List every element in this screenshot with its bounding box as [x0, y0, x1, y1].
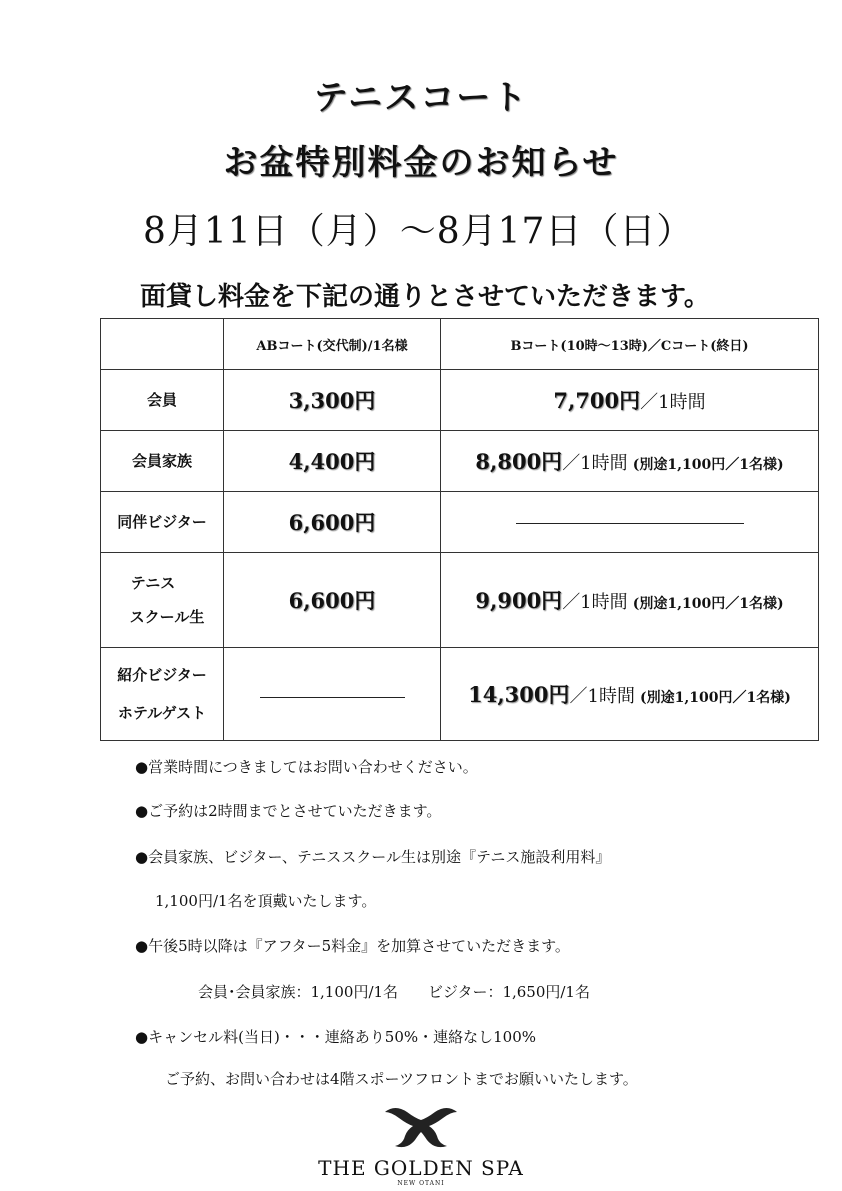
logo	[0, 1106, 842, 1187]
bc-unit: ／1時間	[640, 392, 706, 413]
bc-price-cell	[441, 370, 819, 431]
table-row	[101, 431, 819, 492]
logo-name: THE GOLDEN SPA	[318, 1156, 524, 1180]
note-facility: ●会員家族、ビジター、テニススクール生は別途『テニス施設利用料』	[135, 848, 611, 866]
header-empty-cell	[101, 319, 224, 370]
note-facility-fee: 1,100円/1名を頂戴いたします。	[155, 892, 377, 910]
note-limit: ●ご予約は2時間までとさせていただきます。	[135, 802, 442, 820]
ab-price: 6,600円	[224, 553, 441, 648]
not-available-line	[260, 697, 405, 698]
ab-price: 4,400円	[224, 431, 441, 492]
bc-unit: ／1時間	[569, 686, 635, 707]
not-available-line	[516, 523, 744, 524]
row-label	[101, 648, 224, 741]
bc-price-cell	[441, 648, 819, 741]
header-bc-court: Bコート(10時〜13時)／Cコート(終日)	[441, 319, 819, 370]
note-contact: ご予約、お問い合わせは4階スポーツフロントまでお願いいたします。	[165, 1070, 638, 1088]
logo-emblem-icon	[381, 1106, 461, 1150]
row-label: 会員	[101, 370, 224, 431]
row-label: 会員家族	[101, 431, 224, 492]
row-label-line-1: 紹介ビジター	[117, 666, 207, 684]
bc-unit: ／1時間	[562, 592, 628, 613]
title-line-1: テニスコート	[313, 78, 529, 118]
table-row	[101, 492, 819, 553]
bc-price: 8,800円	[475, 449, 563, 474]
row-label-line-1: テニス	[130, 574, 176, 592]
header-ab-court: ABコート(交代制)/1名様	[224, 319, 441, 370]
note-after5: ●午後5時以降は『アフター5料金』を加算させていただきます。	[135, 937, 570, 955]
ab-price: 6,600円	[224, 492, 441, 553]
subtitle: 面貸し料金を下記の通りとさせていただきます。	[140, 282, 710, 312]
bc-price: 7,700円	[553, 388, 641, 413]
ab-not-available	[224, 648, 441, 741]
rate-table	[100, 318, 819, 741]
bc-price-cell	[441, 553, 819, 648]
row-label	[101, 553, 224, 648]
row-label-line-2: ホテルゲスト	[117, 704, 207, 722]
bc-note: (別途1,100円／1名様)	[632, 596, 784, 612]
note-hours: ●営業時間につきましてはお問い合わせください。	[135, 758, 478, 776]
bc-price: 14,300円	[468, 682, 570, 707]
bc-note: (別途1,100円／1名様)	[640, 690, 791, 706]
bc-note: (別途1,100円／1名様)	[632, 457, 784, 473]
ab-price: 3,300円	[224, 370, 441, 431]
note-cancel: ●キャンセル料(当日)・・・連絡あり50%・連絡なし100%	[135, 1028, 537, 1046]
title-line-2: お盆特別料金のお知らせ	[223, 143, 619, 183]
bc-price-cell	[441, 431, 819, 492]
row-label-line-2: スクール生	[129, 608, 205, 626]
logo-sub: NEW OTANI	[397, 1180, 445, 1187]
note-after5-fees: 会員･会員家族：1,100円/1名 ビジター：1,650円/1名	[198, 983, 590, 1001]
row-label: 同伴ビジター	[101, 492, 224, 553]
bc-not-available	[441, 492, 819, 553]
table-row	[101, 553, 819, 648]
bc-unit: ／1時間	[562, 453, 628, 474]
table-row	[101, 370, 819, 431]
table-header-row	[101, 319, 819, 370]
table-row	[101, 648, 819, 741]
date-range: 8月11日（月）〜8月17日（日）	[143, 211, 694, 252]
bc-price: 9,900円	[475, 588, 563, 613]
